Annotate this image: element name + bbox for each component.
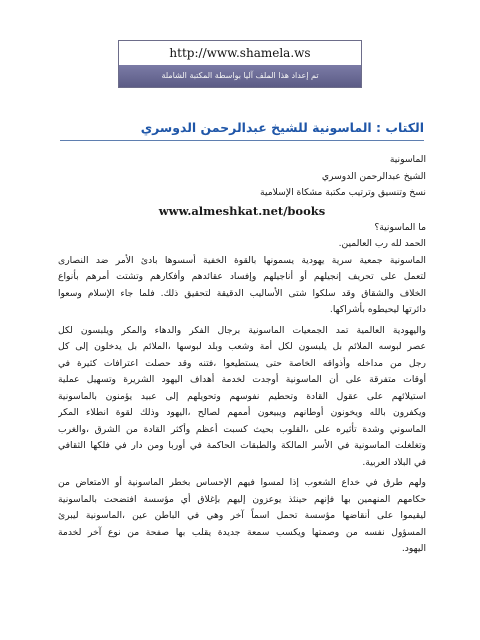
site-url[interactable]: www.almeshkat.net/books <box>158 203 326 218</box>
praise-line: الحمد لله رب العالمين. <box>338 238 426 249</box>
author-line: الشيخ عبدالرحمن الدوسري <box>321 170 426 182</box>
banner-url[interactable]: http://www.shamela.ws <box>169 46 311 60</box>
paragraph-line: الماسونية جمعية سرية يهودية يسمونها بالقوة الخفية أسسوها بادئ الأمر ضد النصارى <box>58 254 426 266</box>
paragraph-line: ولهم طرق في خداع الشعوب إذا لمسوا فيهم الإحساس بخطر الماسونية أو الامتعاض من <box>58 477 426 488</box>
document-body <box>58 152 426 558</box>
paragraph-1 <box>58 253 426 319</box>
paragraph-line: لتعمل على تحريف إنجيلهم أو أناجيلهم وإفساد عقائدهم وأفكارهم وتشتت أمرهم بأنواع <box>58 271 426 282</box>
paragraph-line: وتغلغلت الماسونية في الأسر المالكة والطبقات الحاكمة في أوربا ومن دار في فلكها الثقافي <box>58 440 426 451</box>
paragraph-line: استيلائهم على عقول القادة وتحطيم نفوسهم وتحويلهم إلى عبيد يؤمنون بالماسونية <box>58 390 426 402</box>
paragraph-line: رجل من مداخله وأذواقه الخاصة حتى يستطيعوا ،فتنه وقد حصلت اعترافات كثيرة في <box>58 357 426 369</box>
paragraph-line: اليهود. <box>401 543 426 554</box>
paragraph-line: واليهودية العالمية تمد الجمعيات الماسونية برجال الفكر والدهاء والمكر ويلبسون لكل <box>58 324 426 336</box>
paragraph-line: عصر لبوسه الملائم بل يلبسون لكل أمة وشعب وبلد لبوسها ،الملائم بل يدخلون إلى كل <box>58 341 426 352</box>
paragraph-line: حكامهم المنهمين بها فإنهم حينئذ يوعزون إليهم بإغلاق أي مؤسسة افتضحت بالماسونية <box>58 493 426 505</box>
paragraph-line: المسؤول نفسه من وصمتها ويكسب سمعة جديدة يقلب بها صفحة من نوع آخر لخدمة <box>58 526 426 538</box>
doc-title: الماسونية <box>389 154 426 165</box>
banner-subtitle: تم إعداد هذا الملف آليا بواسطة المكتبة الشاملة <box>119 65 361 87</box>
source-banner <box>118 40 362 88</box>
book-title: الكتاب : الماسونية للشيخ عبدالرحمن الدوسري <box>60 118 424 141</box>
paragraph-line: الخلاف والشقاق وقد سلكوا شتى الأساليب الدقيقة لتحقيق ذلك. فلما جاء الإسلام وسعوا <box>58 287 426 299</box>
paragraph-line: ويكفرون بالله ويخونون أوطانهم ويبيعون أممهم لصالح ،اليهود وذلك لقوة انطلاء المكر <box>58 407 426 418</box>
paragraph-line: أوقات متفرقة على أن الماسونية أوجدت لخدمة أهداف اليهود الشريرة وتسهيل عملية <box>58 374 426 385</box>
copy-note: نسخ وتنسيق وترتيب مكتبة مشكاة الإسلامية <box>260 187 426 198</box>
paragraph-line: في البلاد العربية. <box>362 456 426 468</box>
paragraph-line: ليقيموا على أنقاضها مؤسسة تحمل اسماً آخر وهي في الباطن عين ،الماسونية ليبرئ <box>58 510 426 521</box>
paragraph-3 <box>58 475 426 558</box>
paragraph-2 <box>58 323 426 472</box>
paragraph-line: دائرتها ليحيطوه بأشراكها. <box>329 304 426 315</box>
question-line: ما الماسونية؟ <box>374 221 426 233</box>
paragraph-line: الماسوني وشدة تأثيره على ،القلوب بحيث كسبت أعظم وأكثر القادة من الشرق ،والغرب <box>58 423 426 435</box>
